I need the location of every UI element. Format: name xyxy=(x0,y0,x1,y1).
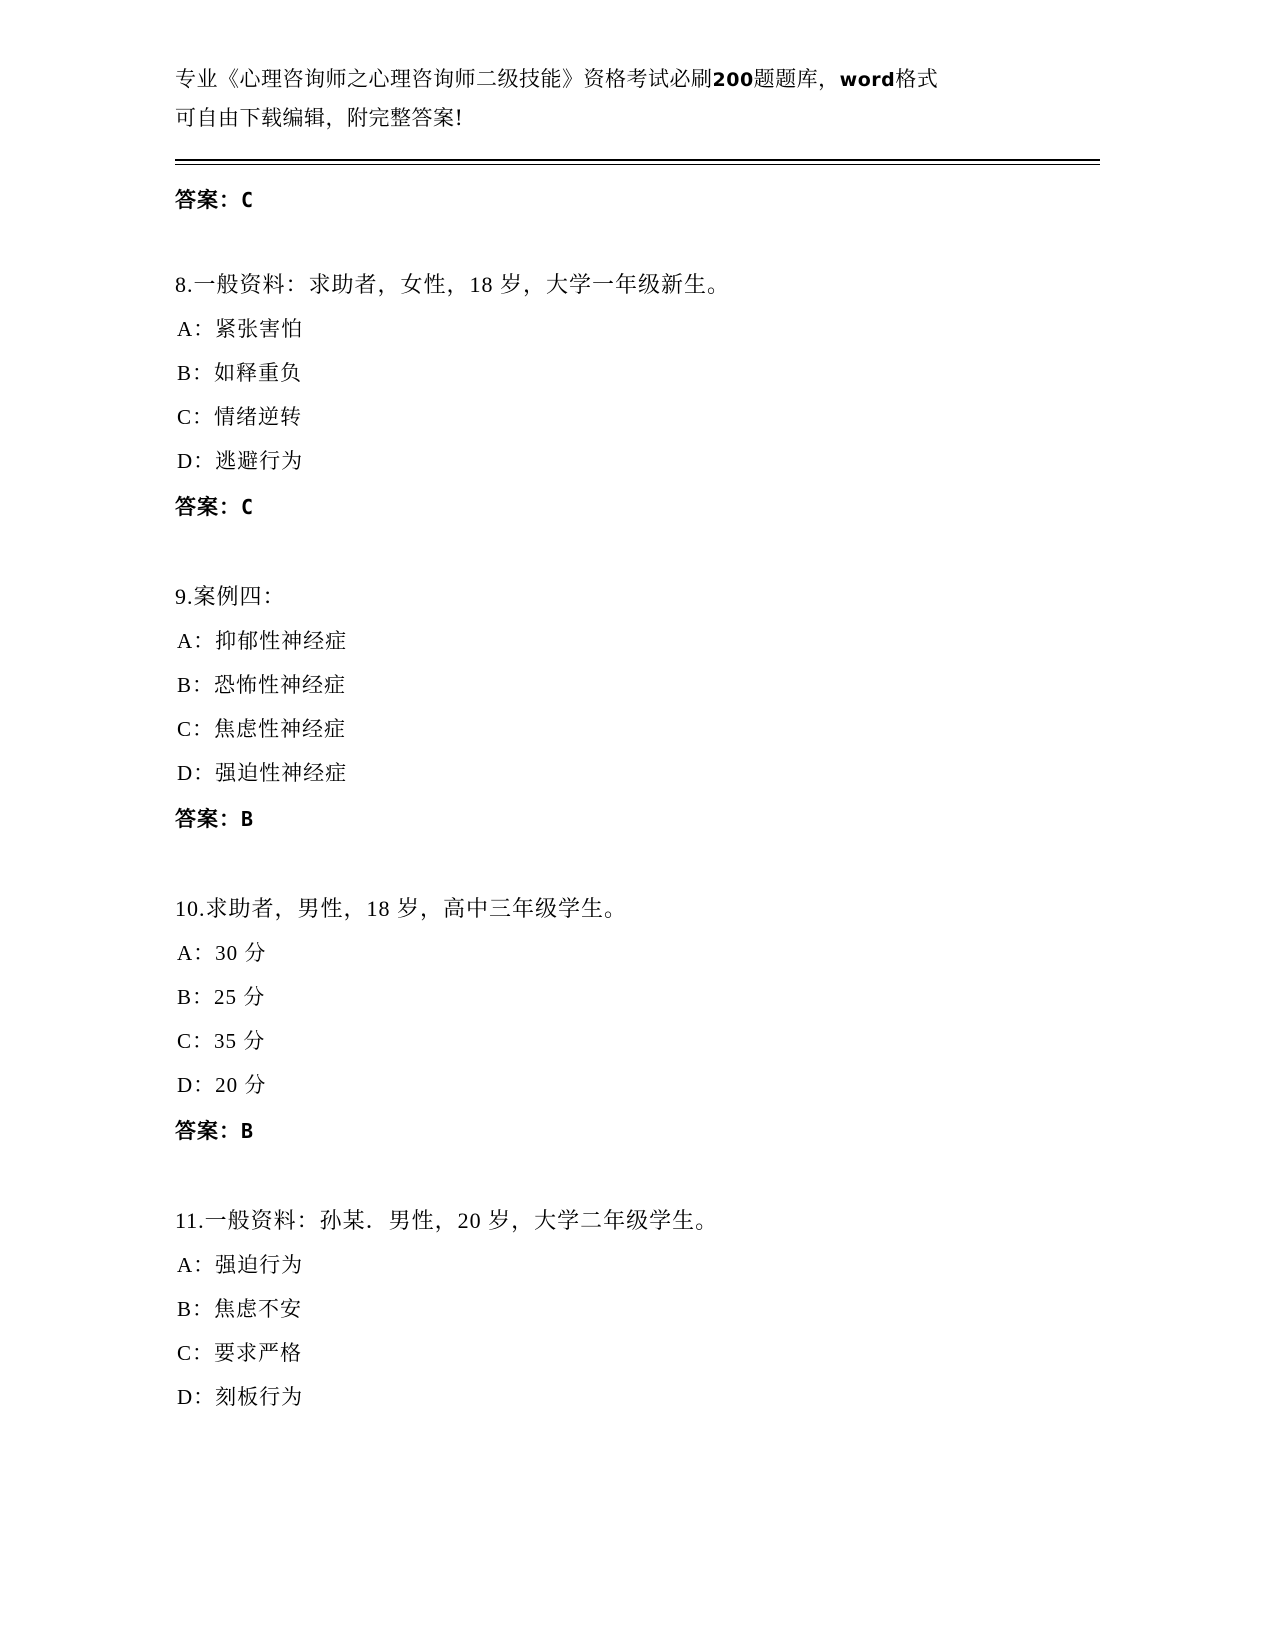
option-c-key: C： xyxy=(177,1341,215,1365)
answer-value: C xyxy=(241,495,255,519)
option-a-key: A： xyxy=(177,1253,216,1277)
question-9 xyxy=(175,575,1100,839)
option-a-text: 紧张害怕 xyxy=(215,317,304,341)
question-stem: 8.一般资料：求助者，女性，18 岁，大学一年级新生。 xyxy=(175,272,731,297)
option-d-key: D： xyxy=(177,1385,216,1409)
option-c-key: C： xyxy=(177,1029,215,1053)
option-b-key: B： xyxy=(177,985,215,1009)
option-c-text: 要求严格 xyxy=(214,1341,303,1365)
header-divider xyxy=(175,159,1100,165)
option-d-text: 20 分 xyxy=(215,1073,267,1097)
option-b xyxy=(175,663,1100,707)
option-b-key: B： xyxy=(177,361,215,385)
option-b-text: 如释重负 xyxy=(214,361,303,385)
option-c xyxy=(175,1019,1100,1063)
option-d-text: 刻板行为 xyxy=(215,1385,304,1409)
header-question-count: 200 xyxy=(712,69,754,91)
question-11 xyxy=(175,1199,1100,1419)
question-stem: 10.求助者，男性，18 岁，高中三年级学生。 xyxy=(175,896,628,921)
option-a xyxy=(175,307,1100,351)
answer-value: B xyxy=(241,807,255,831)
top-answer-value: C xyxy=(241,188,255,212)
option-c xyxy=(175,707,1100,751)
option-a xyxy=(175,931,1100,975)
option-d xyxy=(175,1063,1100,1107)
option-b xyxy=(175,1287,1100,1331)
option-a xyxy=(175,1243,1100,1287)
option-a-key: A： xyxy=(177,941,216,965)
option-a xyxy=(175,619,1100,663)
option-b-key: B： xyxy=(177,1297,215,1321)
header-line1-part2: 题题库， xyxy=(753,67,840,91)
question-answer xyxy=(175,1111,1100,1151)
header-format-word: word xyxy=(839,69,896,91)
option-b xyxy=(175,975,1100,1019)
option-d-key: D： xyxy=(177,761,216,785)
option-b-text: 25 分 xyxy=(214,985,266,1009)
header-line2: 可自由下载编辑，附完整答案! xyxy=(175,106,464,130)
option-d xyxy=(175,751,1100,795)
question-stem: 11.一般资料：孙某．男性，20 岁，大学二年级学生。 xyxy=(175,1208,719,1233)
option-c xyxy=(175,1331,1100,1375)
option-b xyxy=(175,351,1100,395)
option-d-text: 逃避行为 xyxy=(215,449,304,473)
option-b-text: 恐怖性神经症 xyxy=(214,673,347,697)
top-answer-label: 答案： xyxy=(175,188,241,212)
document-content xyxy=(175,60,1100,1419)
header-line1-part1: 专业《心理咨询师之心理咨询师二级技能》资格考试必刷 xyxy=(175,67,713,91)
option-c-text: 35 分 xyxy=(214,1029,266,1053)
question-answer xyxy=(175,487,1100,527)
option-d xyxy=(175,439,1100,483)
option-b-text: 焦虑不安 xyxy=(214,1297,303,1321)
option-a-text: 抑郁性神经症 xyxy=(215,629,348,653)
question-answer xyxy=(175,799,1100,839)
answer-value: B xyxy=(241,1119,255,1143)
option-a-text: 30 分 xyxy=(215,941,267,965)
option-b-key: B： xyxy=(177,673,215,697)
question-stem: 9.案例四： xyxy=(175,584,286,609)
answer-label: 答案： xyxy=(175,1119,241,1143)
option-c xyxy=(175,395,1100,439)
option-d-key: D： xyxy=(177,449,216,473)
answer-label: 答案： xyxy=(175,807,241,831)
question-8 xyxy=(175,263,1100,527)
option-c-text: 焦虑性神经症 xyxy=(214,717,347,741)
option-d-key: D： xyxy=(177,1073,216,1097)
option-a-key: A： xyxy=(177,317,216,341)
header-line1-part3: 格式 xyxy=(895,67,939,91)
question-10 xyxy=(175,887,1100,1151)
option-d xyxy=(175,1375,1100,1419)
option-c-text: 情绪逆转 xyxy=(214,405,303,429)
option-c-key: C： xyxy=(177,405,215,429)
option-a-text: 强迫行为 xyxy=(215,1253,304,1277)
top-answer xyxy=(175,185,1100,215)
option-d-text: 强迫性神经症 xyxy=(215,761,348,785)
option-c-key: C： xyxy=(177,717,215,741)
option-a-key: A： xyxy=(177,629,216,653)
answer-label: 答案： xyxy=(175,495,241,519)
page-header xyxy=(175,60,1100,137)
